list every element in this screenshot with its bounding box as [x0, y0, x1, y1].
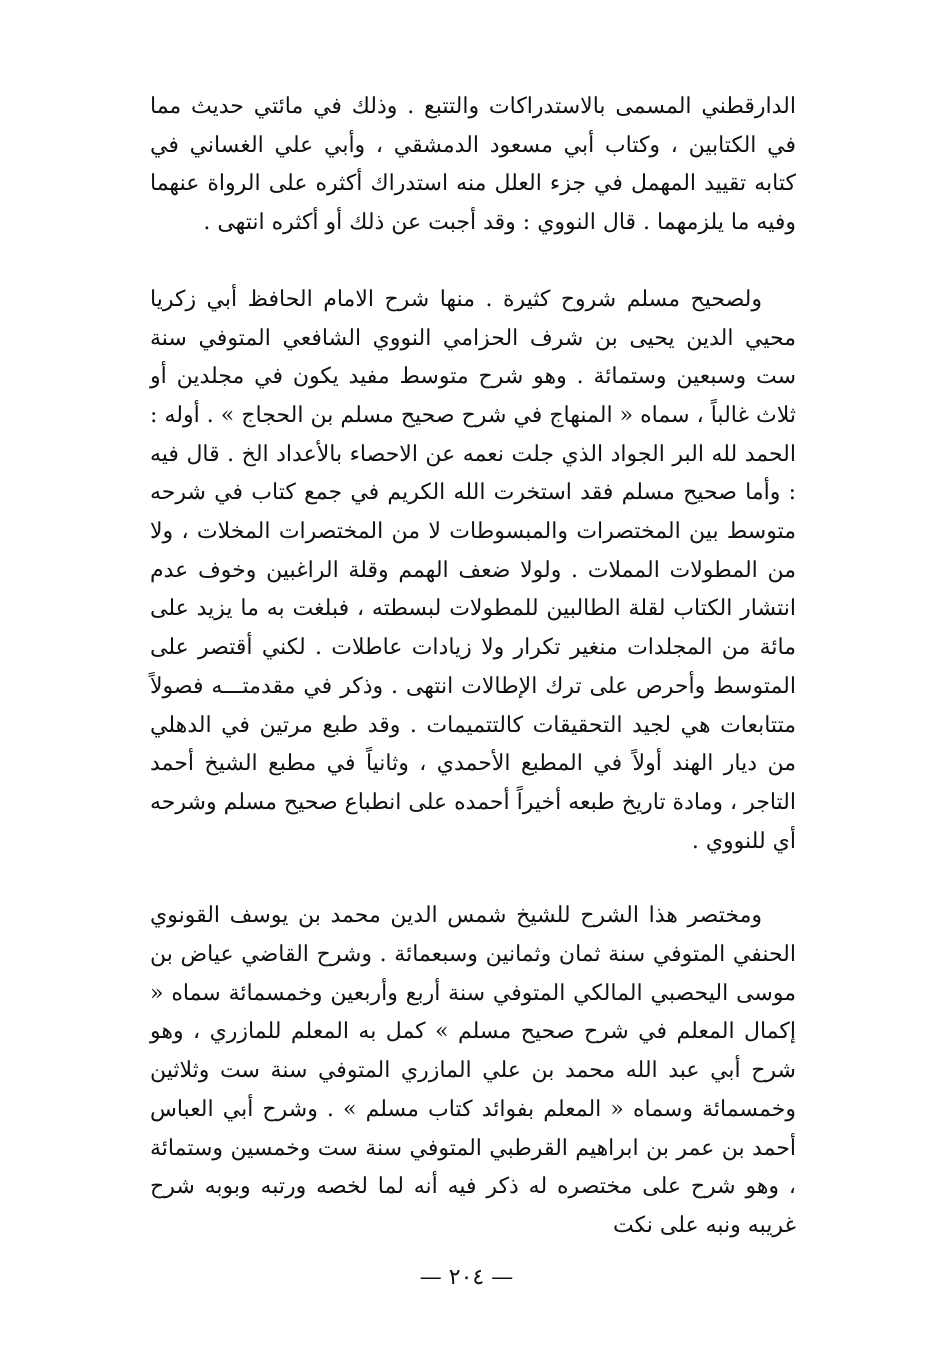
paragraph-1: الدارقطني المسمى بالاستدراكات والتتبع . وذلك في مائتي حديث مما في الكتابين ، وكتاب أبي مسعود الدمشقي ، وأبي علي الغساني في كتابه تقييد المهمل في جزء العلل منه استدراك أكثره على الرواة عنهما وفيه ما يلزمهما . قال النووي : وقد أجبت عن ذلك أو أكثره انتهى .: [150, 94, 796, 236]
page-number: — ٢٠٤ —: [419, 1265, 514, 1290]
paragraph-2: ولصحيح مسلم شروح كثيرة . منها شرح الامام الحافظ أبي زكريا محيي الدين يحيى بن شرف الحزامي النووي الشافعي المتوفي سنة ست وسبعين وستمائة . وهو شرح متوسط مفيد يكون في مجلدين أو ثلاث غالباً ، سماه « المنهاج في شرح صحيح مسلم بن الحجاج » . أوله : الحمد لله البر الجواد الذي جلت نعمه عن الاحصاء بالأعداد الخ . قال فيه : وأما صحيح مسلم فقد استخرت الله الكريم في جمع كتاب في شرحه متوسط بين المختصرات والمبسوطات لا من المختصرات المخلات ، ولا من المطولات المملات . ولولا ضعف الهمم وقلة الراغبين وخوف عدم انتشار الكتاب لقلة الطالبين للمطولات لبسطته ، فبلغت به ما يزيد على مائة من المجلدات منغير تكرار ولا زيادات عاطلات . لكني أقتصر على المتوسط وأحرص على ترك الإطالات انتهى . وذكر في مقدمتـــه فصولاً متتابعات هي لجيد التحقيقات كالتتميمات . وقد طبع مرتين في الدهلي من ديار الهند أولاً في المطبع الأحمدي ، وثانياً في مطبع الشيخ أحمد التاجر ، ومادة تاريخ طبعه أخيراً أحمده على انطباع صحيح مسلم وشرحه أي للنووي .: [150, 286, 796, 854]
page-body: [150, 88, 796, 1246]
paragraph-3: ومختصر هذا الشرح للشيخ شمس الدين محمد بن يوسف القونوي الحنفي المتوفي سنة ثمان وثمانين وسبعمائة . وشرح القاضي عياض بن موسى اليحصبي المالكي المتوفي سنة أربع وأربعين وخمسمائة سماه « إكمال المعلم في شرح صحيح مسلم » كمل به المعلم للمازري ، وهو شرح أبي عبد الله محمد بن علي المازري المتوفي سنة ست وثلاثين وخمسمائة وسماه « المعلم بفوائد كتاب مسلم » . وشرح أبي العباس أحمد بن عمر بن ابراهيم القرطبي المتوفي سنة ست وخمسين وستمائة ، وهو شرح على مختصره له ذكر فيه أنه لما لخصه ورتبه وبوبه شرح غريبه ونبه على نكت: [150, 903, 796, 1238]
